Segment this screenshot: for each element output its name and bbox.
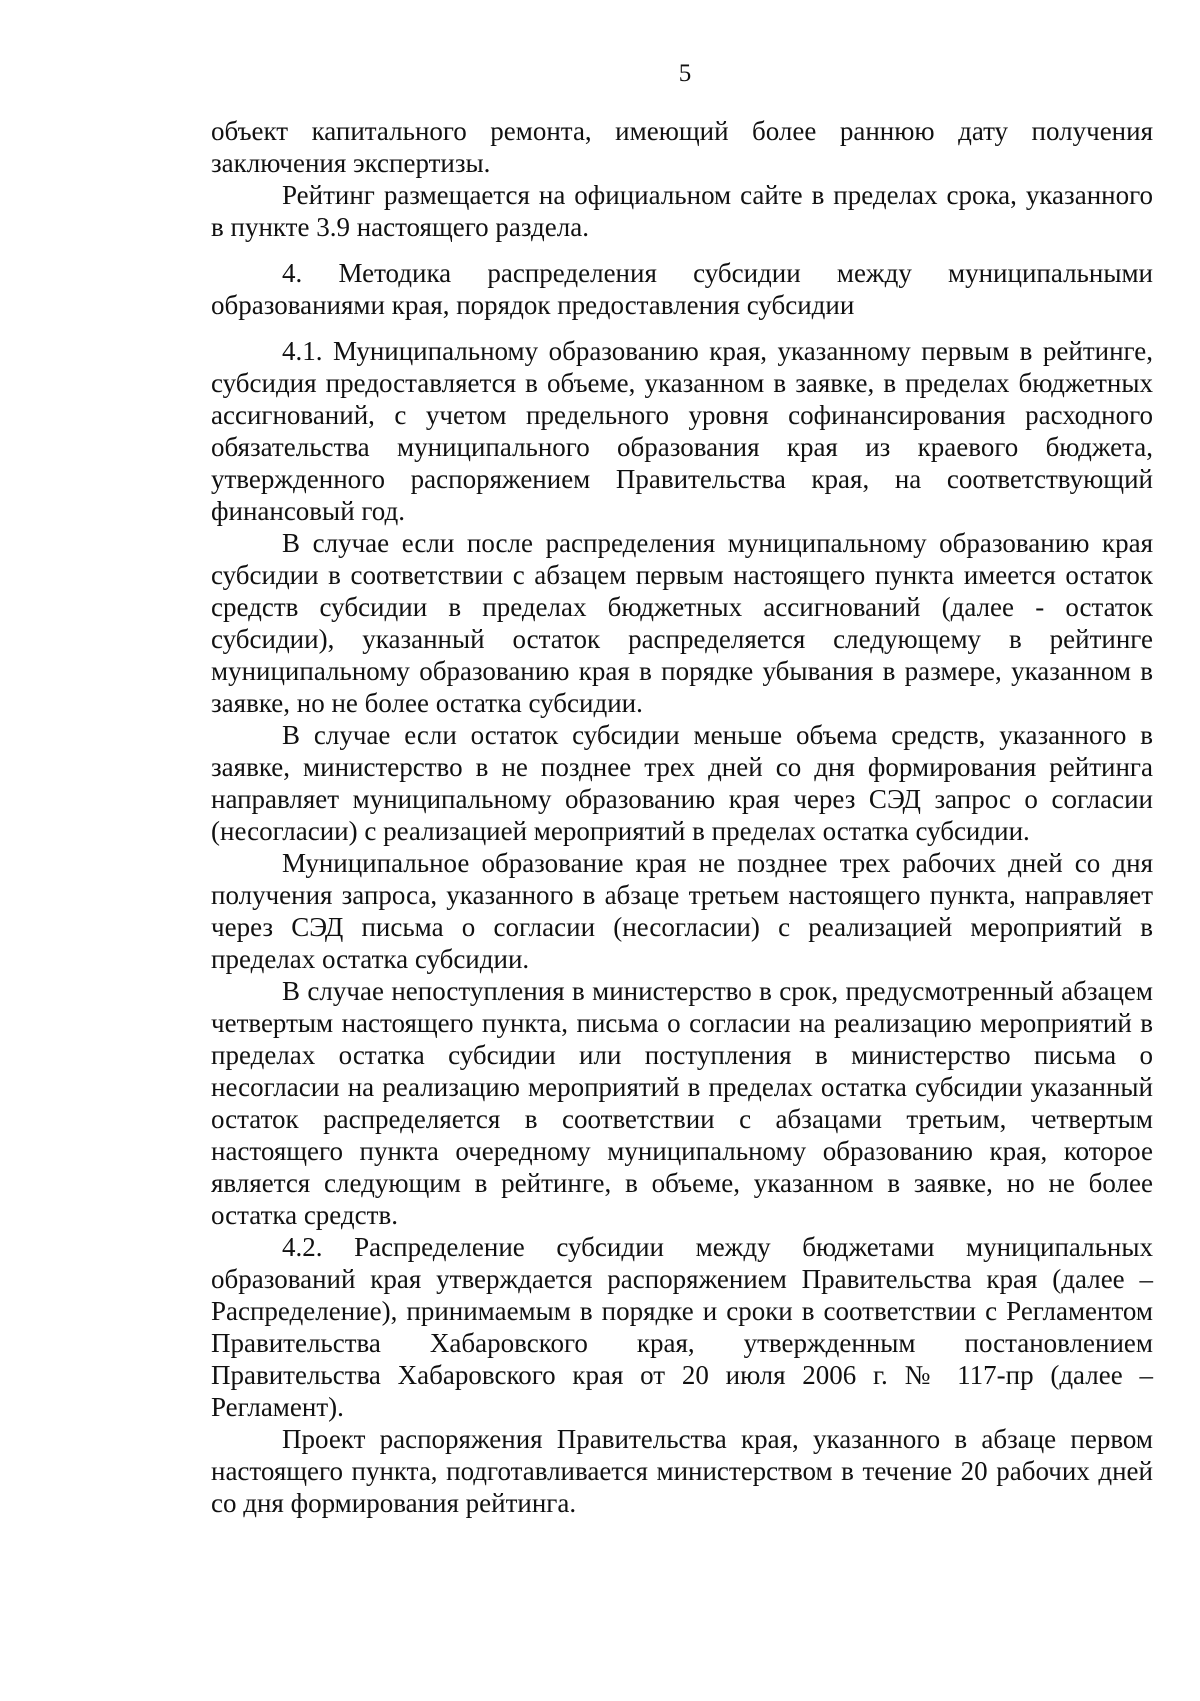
document-body bbox=[211, 115, 1153, 1519]
section-heading-4: 4. Методика распределения субсидии между муниципальными образованиями края, порядок предоставления субсидии bbox=[211, 258, 1153, 320]
paragraph-continuation: объект капитального ремонта, имеющий более раннюю дату получения заключения экспертизы. bbox=[211, 116, 1153, 178]
paragraph-4-1: 4.1. Муниципальному образованию края, указанному первым в рейтинге, субсидия предоставляется в объеме, указанном в заявке, в пределах бюджетных ассигнований, с учетом предельного уровня софинансирования расходного обязательства муниципального образования края из краевого бюджета, утвержденного распоряжением Правительства края, на соответствующий финансовый год. bbox=[211, 336, 1153, 526]
paragraph-consent-request: В случае если остаток субсидии меньше объема средств, указанного в заявке, министерство в не позднее трех дней со дня формирования рейтинга направляет муниципальному образованию края через СЭД запрос о согласии (несогласии) с реализацией мероприятий в пределах остатка субсидии. bbox=[211, 720, 1153, 846]
page-number: 5 bbox=[678, 60, 692, 87]
paragraph-non-receipt: В случае непоступления в министерство в срок, предусмотренный абзацем четвертым настоящего пункта, письма о согласии на реализацию мероприятий в пределах остатка субсидии или поступления в министерство письма о несогласии на реализацию мероприятий в пределах остатка субсидии указанный остаток распределяется в соответствии с абзацами третьим, четвертым настоящего пункта очередному муниципальному образованию края, которое является следующим в рейтинге, в объеме, указанном в заявке, но не более остатка средств. bbox=[211, 976, 1153, 1230]
paragraph-draft-order: Проект распоряжения Правительства края, указанного в абзаце первом настоящего пункта, подготавливается министерством в течение 20 рабочих дней со дня формирования рейтинга. bbox=[211, 1424, 1153, 1518]
paragraph-rating-publication: Рейтинг размещается на официальном сайте в пределах срока, указанного в пункте 3.9 настоящего раздела. bbox=[211, 180, 1153, 242]
paragraph-consent-reply: Муниципальное образование края не позднее трех рабочих дней со дня получения запроса, указанного в абзаце третьем настоящего пункта, направляет через СЭД письма о согласии (несогласии) с реализацией мероприятий в пределах остатка субсидии. bbox=[211, 848, 1153, 974]
paragraph-remaining-subsidy: В случае если после распределения муниципальному образованию края субсидии в соответствии с абзацем первым настоящего пункта имеется остаток средств субсидии в пределах бюджетных ассигнований (далее - остаток субсидии), указанный остаток распределяется следующему в рейтинге муниципальному образованию края в порядке убывания в размере, указанном в заявке, но не более остатка субсидии. bbox=[211, 528, 1153, 718]
paragraph-4-2: 4.2. Распределение субсидии между бюджетами муниципальных образований края утверждается распоряжением Правительства края (далее – Распределение), принимаемым в порядке и сроки в соответствии с Регламентом Правительства Хабаровского края, утвержденным постановлением Правительства Хабаровского края от 20 июля 2006 г. № 117-пр (далее – Регламент). bbox=[211, 1232, 1153, 1422]
